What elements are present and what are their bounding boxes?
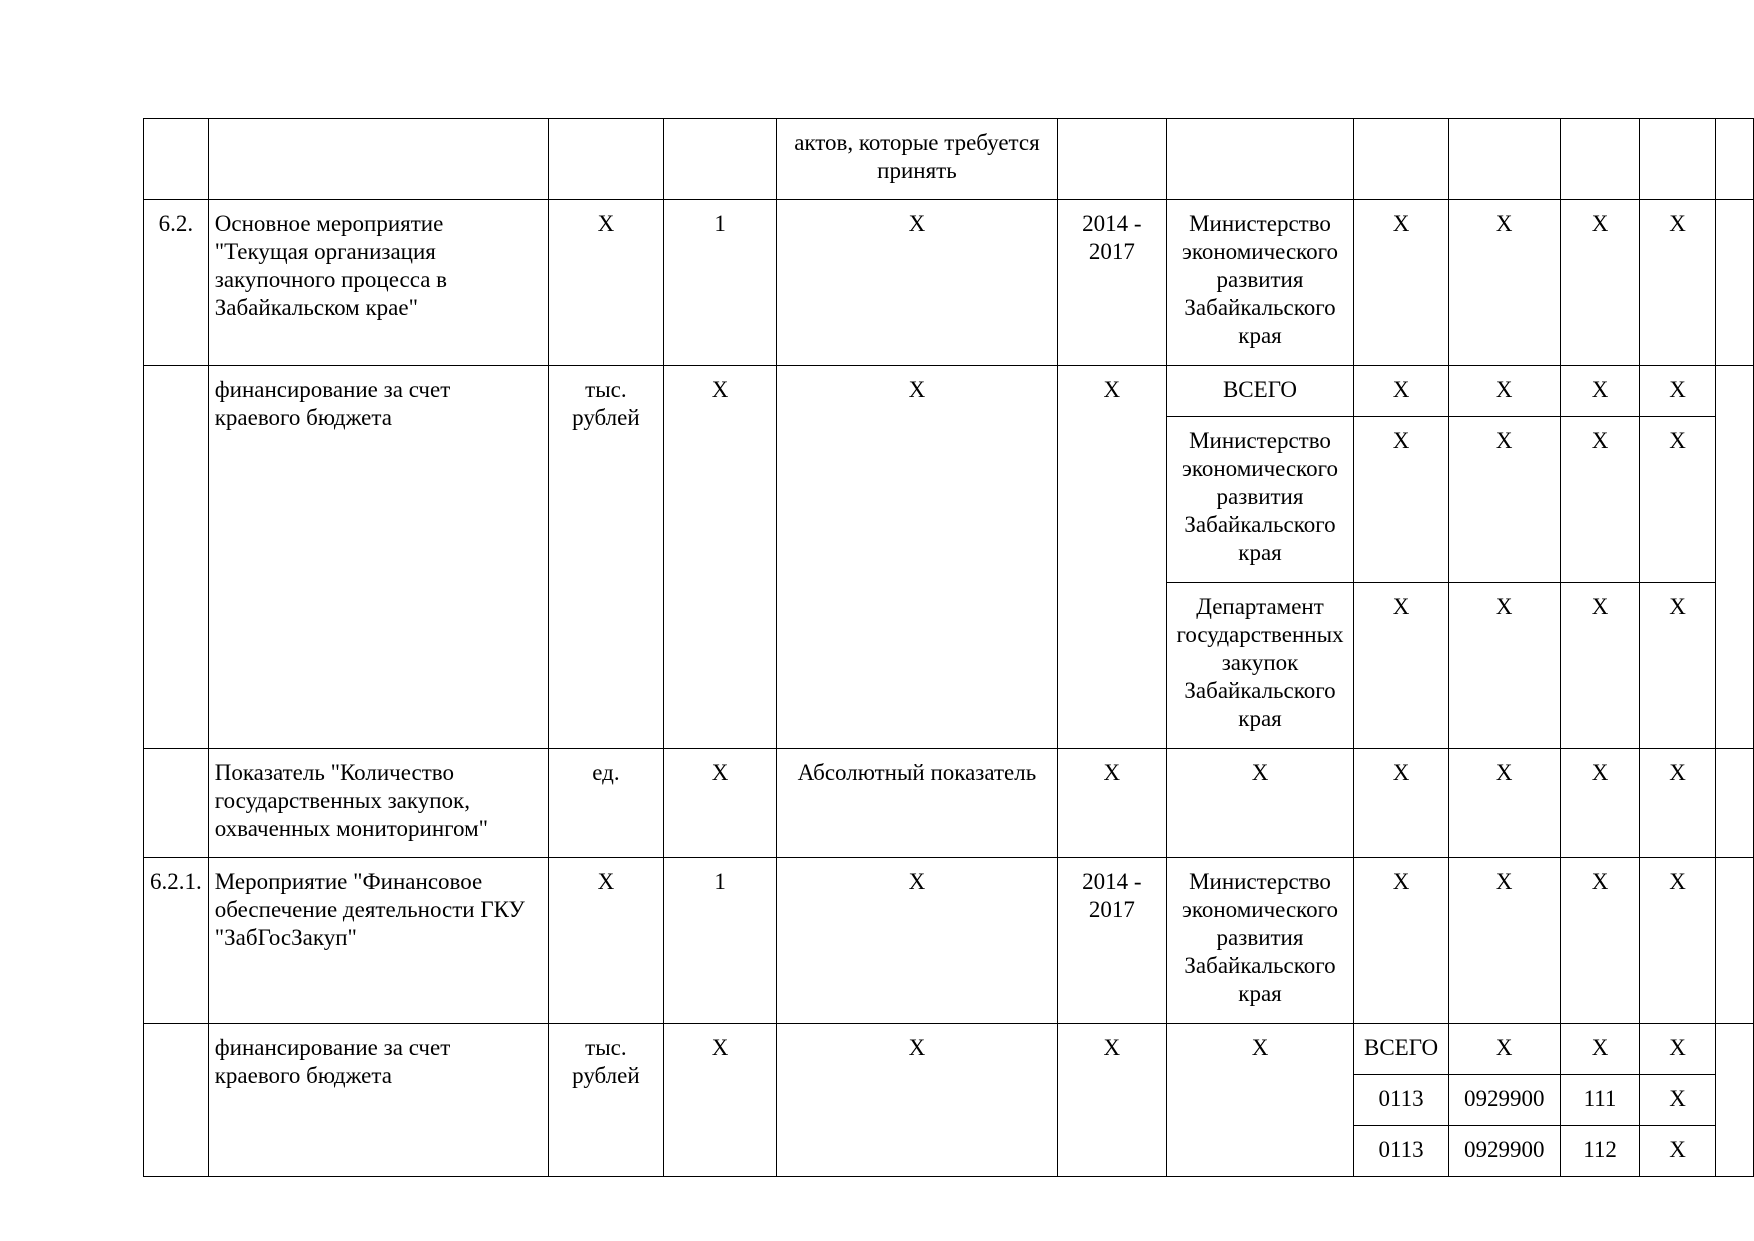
cell-c11: X: [1640, 749, 1715, 858]
table-row: [144, 366, 1754, 417]
cell-c10: X: [1560, 366, 1640, 417]
cell-c10: X: [1560, 749, 1640, 858]
cell-c4: 1: [664, 200, 777, 366]
cell-c11: X: [1640, 417, 1715, 583]
cell-c9: X: [1448, 200, 1560, 366]
cell-c11: X: [1640, 583, 1715, 749]
cell-c8: 0113: [1354, 1126, 1449, 1177]
table-row: [144, 858, 1754, 1024]
cell-c12: [1715, 749, 1753, 858]
cell-c10: X: [1560, 858, 1640, 1024]
cell-c12: [1715, 858, 1753, 1024]
cell-name: [208, 119, 548, 200]
cell-c5: X: [776, 1024, 1057, 1177]
cell-c11: X: [1640, 1024, 1715, 1075]
cell-c5: актов, которые требуется принять: [776, 119, 1057, 200]
cell-unit: ед.: [548, 749, 664, 858]
cell-c10: X: [1560, 417, 1640, 583]
cell-num: [144, 366, 209, 749]
cell-period: X: [1057, 749, 1166, 858]
cell-c10: [1560, 119, 1640, 200]
cell-c9: 0929900: [1448, 1126, 1560, 1177]
cell-c12: [1715, 119, 1753, 200]
cell-c4: X: [664, 749, 777, 858]
cell-resp: ВСЕГО: [1166, 366, 1354, 417]
cell-num: 6.2.1.: [144, 858, 209, 1024]
cell-c5: Абсолютный показатель: [776, 749, 1057, 858]
cell-c9: X: [1448, 366, 1560, 417]
cell-name: финансирование за счет краевого бюджета: [208, 366, 548, 749]
cell-c4: [664, 119, 777, 200]
cell-period: X: [1057, 1024, 1166, 1177]
cell-c8: 0113: [1354, 1075, 1449, 1126]
cell-c8: X: [1354, 583, 1449, 749]
cell-c12: [1715, 366, 1753, 749]
cell-unit: X: [548, 858, 664, 1024]
cell-c9: X: [1448, 417, 1560, 583]
cell-c9: 0929900: [1448, 1075, 1560, 1126]
cell-name: Мероприятие "Финансовое обеспечение деятельности ГКУ "ЗабГосЗакуп": [208, 858, 548, 1024]
cell-unit: тыс. рублей: [548, 366, 664, 749]
cell-resp: Министерство экономического развития Забайкальского края: [1166, 200, 1354, 366]
cell-c8: X: [1354, 749, 1449, 858]
cell-c8: X: [1354, 417, 1449, 583]
cell-c8: ВСЕГО: [1354, 1024, 1449, 1075]
cell-c5: X: [776, 858, 1057, 1024]
cell-name: Показатель "Количество государственных закупок, охваченных мониторингом": [208, 749, 548, 858]
cell-resp: Министерство экономического развития Забайкальского края: [1166, 858, 1354, 1024]
cell-c9: X: [1448, 858, 1560, 1024]
cell-c8: X: [1354, 366, 1449, 417]
cell-unit: [548, 119, 664, 200]
cell-c11: X: [1640, 1126, 1715, 1177]
cell-unit: тыс. рублей: [548, 1024, 664, 1177]
cell-c10: X: [1560, 1024, 1640, 1075]
cell-c11: [1640, 119, 1715, 200]
cell-c4: 1: [664, 858, 777, 1024]
table-row: [144, 119, 1754, 200]
cell-c10: X: [1560, 200, 1640, 366]
cell-num: [144, 749, 209, 858]
cell-c5: X: [776, 200, 1057, 366]
cell-c4: X: [664, 1024, 777, 1177]
cell-c11: X: [1640, 858, 1715, 1024]
cell-resp: X: [1166, 1024, 1354, 1177]
cell-unit: X: [548, 200, 664, 366]
table-row: [144, 1024, 1754, 1075]
cell-c10: 111: [1560, 1075, 1640, 1126]
cell-resp: X: [1166, 749, 1354, 858]
cell-c12: [1715, 200, 1753, 366]
cell-num: [144, 119, 209, 200]
cell-period: X: [1057, 366, 1166, 749]
cell-resp: Департамент государственных закупок Забайкальского края: [1166, 583, 1354, 749]
cell-num: 6.2.: [144, 200, 209, 366]
cell-c10: X: [1560, 583, 1640, 749]
cell-period: 2014 - 2017: [1057, 200, 1166, 366]
cell-c9: X: [1448, 749, 1560, 858]
cell-resp: [1166, 119, 1354, 200]
cell-c11: X: [1640, 366, 1715, 417]
table-row: [144, 200, 1754, 366]
cell-c8: [1354, 119, 1449, 200]
cell-name: Основное мероприятие "Текущая организация закупочного процесса в Забайкальском крае": [208, 200, 548, 366]
cell-resp: Министерство экономического развития Забайкальского края: [1166, 417, 1354, 583]
cell-c9: [1448, 119, 1560, 200]
cell-c9: X: [1448, 583, 1560, 749]
cell-period: [1057, 119, 1166, 200]
cell-c4: X: [664, 366, 777, 749]
cell-name: финансирование за счет краевого бюджета: [208, 1024, 548, 1177]
cell-c9: X: [1448, 1024, 1560, 1075]
cell-c12: [1715, 1024, 1753, 1177]
program-table: [143, 118, 1754, 1177]
cell-c5: X: [776, 366, 1057, 749]
table-row: [144, 749, 1754, 858]
cell-c10: 112: [1560, 1126, 1640, 1177]
cell-c8: X: [1354, 858, 1449, 1024]
cell-c11: X: [1640, 1075, 1715, 1126]
cell-period: 2014 - 2017: [1057, 858, 1166, 1024]
cell-num: [144, 1024, 209, 1177]
cell-c11: X: [1640, 200, 1715, 366]
cell-c8: X: [1354, 200, 1449, 366]
